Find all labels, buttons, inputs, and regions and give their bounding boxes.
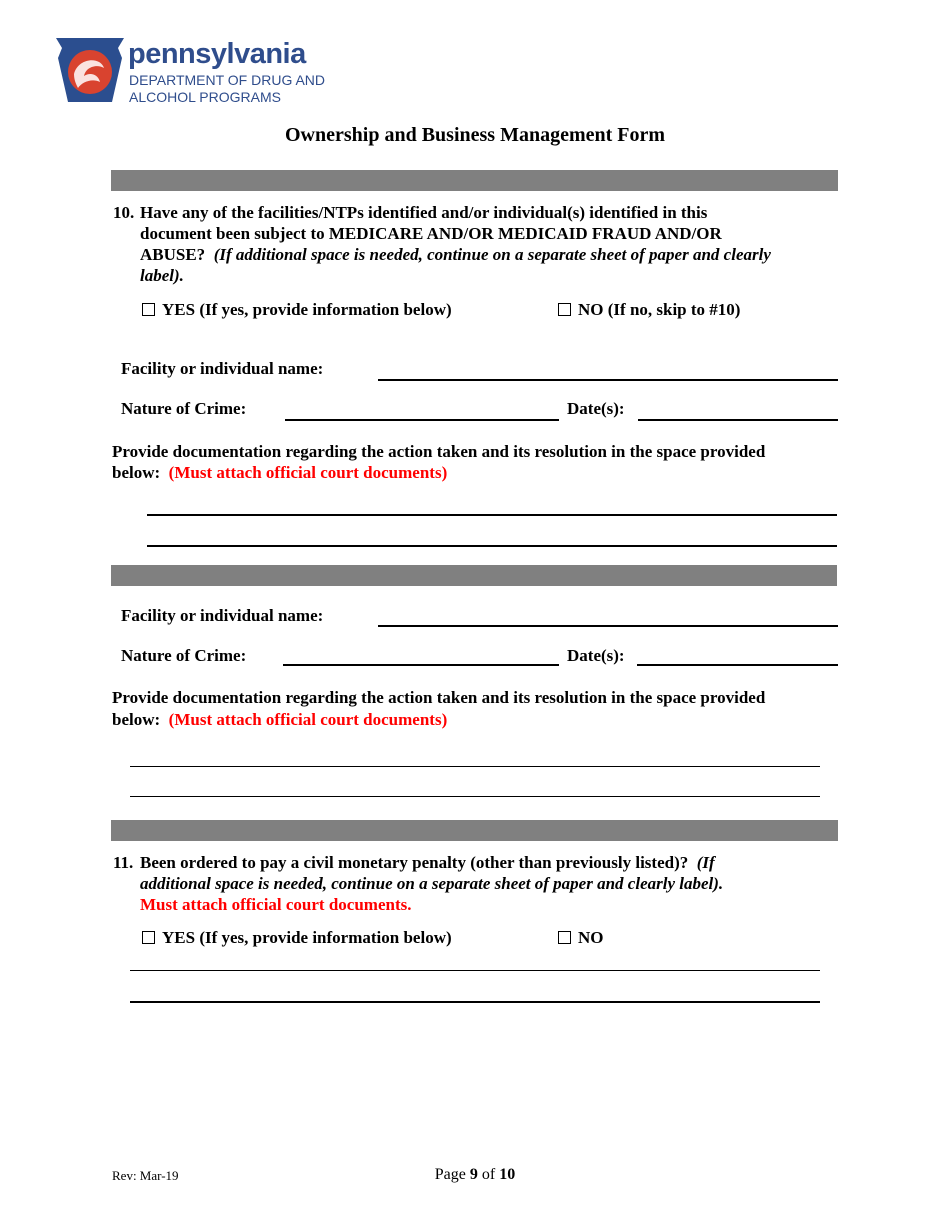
question-10-instruction-end: label). bbox=[140, 266, 184, 285]
dates-label: Date(s): bbox=[567, 646, 625, 665]
facility-name-field[interactable] bbox=[378, 625, 838, 627]
facility-name-field[interactable] bbox=[378, 379, 838, 381]
question-10-instruction: (If additional space is needed, continue on a separate sheet of paper and clearly bbox=[213, 245, 771, 264]
question-11-yes-option[interactable] bbox=[142, 928, 452, 948]
question-10-line2: document been subject to MEDICARE AND/OR MEDICAID FRAUD AND/OR bbox=[140, 224, 722, 243]
documentation-line1: Provide documentation regarding the action taken and its resolution in the space provided bbox=[112, 688, 766, 707]
page-current: 9 bbox=[469, 1166, 478, 1183]
facility-name-label: Facility or individual name: bbox=[121, 606, 324, 625]
question-10-abuse: ABUSE? bbox=[140, 245, 206, 264]
question-10-number: 10. bbox=[113, 203, 135, 222]
documentation-line2 bbox=[112, 709, 842, 731]
nature-of-crime-label: Nature of Crime: bbox=[121, 646, 247, 665]
yes-label: YES (If yes, provide information below) bbox=[162, 300, 452, 319]
dates-label: Date(s): bbox=[567, 399, 625, 418]
question-10-line1: Have any of the facilities/NTPs identified and/or individual(s) identified in this bbox=[140, 203, 708, 222]
page-prefix: Page bbox=[434, 1166, 466, 1183]
no-label: NO (If no, skip to #10) bbox=[578, 300, 741, 319]
court-documents-required: (Must attach official court documents) bbox=[168, 463, 448, 482]
dates-field[interactable] bbox=[637, 664, 838, 666]
documentation-line-field[interactable] bbox=[130, 766, 820, 767]
logo-department-line2: ALCOHOL PROGRAMS bbox=[129, 89, 281, 105]
question-10-text bbox=[140, 202, 840, 286]
question-10-line3 bbox=[140, 244, 840, 265]
documentation-line2 bbox=[112, 462, 842, 483]
question-10-line4 bbox=[140, 265, 840, 286]
penalty-info-field[interactable] bbox=[130, 1001, 820, 1003]
page-total: 10 bbox=[499, 1166, 516, 1183]
logo-state-name: pennsylvania bbox=[128, 38, 306, 70]
dates-field[interactable] bbox=[638, 419, 838, 421]
no-label: NO bbox=[578, 928, 604, 947]
logo bbox=[56, 38, 326, 108]
question-11-number: 11. bbox=[113, 853, 134, 872]
documentation-line-field[interactable] bbox=[147, 514, 837, 516]
question-11-question: Been ordered to pay a civil monetary penalty (other than previously listed)? bbox=[140, 853, 689, 872]
question-11-line2 bbox=[140, 873, 840, 894]
yes-checkbox[interactable] bbox=[142, 303, 155, 316]
question-11-instruction-start: (If bbox=[696, 853, 715, 872]
nature-of-crime-label: Nature of Crime: bbox=[121, 399, 247, 418]
keystone-logo-icon bbox=[56, 38, 124, 104]
documentation-instructions bbox=[112, 687, 842, 731]
documentation-line-field[interactable] bbox=[147, 545, 837, 547]
documentation-line-field[interactable] bbox=[130, 796, 820, 797]
question-10-no-option[interactable] bbox=[558, 300, 740, 320]
question-11-no-option[interactable] bbox=[558, 928, 604, 948]
nature-of-crime-field[interactable] bbox=[283, 664, 559, 666]
revision-date: Rev: Mar-19 bbox=[112, 1168, 179, 1183]
documentation-below: below: bbox=[112, 463, 161, 482]
logo-department-line1: DEPARTMENT OF DRUG AND bbox=[129, 72, 326, 88]
question-11-line1 bbox=[140, 852, 840, 873]
nature-of-crime-field[interactable] bbox=[285, 419, 559, 421]
court-documents-required: (Must attach official court documents) bbox=[168, 710, 448, 729]
question-11-required: Must attach official court documents. bbox=[140, 895, 412, 914]
page-of: of bbox=[481, 1166, 496, 1183]
no-checkbox[interactable] bbox=[558, 303, 571, 316]
documentation-line1: Provide documentation regarding the action taken and its resolution in the space provided bbox=[112, 442, 766, 461]
yes-label: YES (If yes, provide information below) bbox=[162, 928, 452, 947]
question-10-yes-option[interactable] bbox=[142, 300, 452, 320]
question-11-text bbox=[140, 852, 840, 915]
documentation-instructions bbox=[112, 441, 842, 483]
facility-name-label: Facility or individual name: bbox=[121, 359, 324, 378]
no-checkbox[interactable] bbox=[558, 931, 571, 944]
page-number bbox=[0, 1166, 950, 1184]
section-divider bbox=[111, 565, 837, 586]
form-title: Ownership and Business Management Form bbox=[284, 124, 666, 146]
section-divider bbox=[111, 170, 838, 191]
section-divider bbox=[111, 820, 838, 841]
question-11-instruction: additional space is needed, continue on a separate sheet of paper and clearly label). bbox=[140, 874, 724, 893]
documentation-below: below: bbox=[112, 710, 161, 729]
yes-checkbox[interactable] bbox=[142, 931, 155, 944]
penalty-info-field[interactable] bbox=[130, 970, 820, 971]
